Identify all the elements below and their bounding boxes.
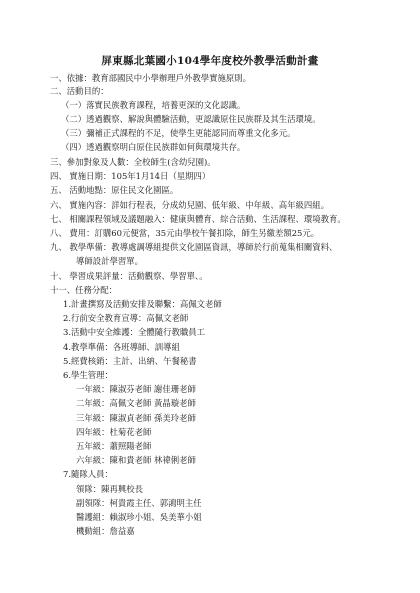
item-content: 六、 實施內容：詳如行程表，分成幼兒園、低年級、中年級、高年級四組。 [50,200,330,210]
item-location: 五、 活動地點：原住民文化園區。 [50,185,179,195]
staff-mobile: 機動組：詹益嘉 [76,526,135,536]
item-assessment: 十、 學習成果評量：活動觀察、學習單、。 [50,271,208,281]
item-curriculum: 七、 相關課程領域及議題融入：健康與體育、綜合活動、生活課程、環境教育。 [50,214,346,224]
objective-2: （二）透過觀察、解說與體驗活動，更認識原住民族群及其生活環境。 [61,114,321,124]
item-objectives-head: 二、活動目的： [50,86,109,96]
staff-medical: 醫護組：賴淑珍小姐、吳美華小姐 [76,512,202,522]
item-basis: 一、依據：教育部國民中小學辦理戶外教學實施原則。 [50,73,251,83]
task-3: 3.活動中安全維護：全體隨行教職員工 [63,327,205,337]
grade-3: 三年級：陳淑貞老師 孫美玲老師 [76,413,196,423]
grade-1: 一年級：陳淑芬老師 謝佳珊老師 [76,384,196,394]
task-1: 1.計畫撰寫及活動安排及聯繫：高佩文老師 [63,299,222,309]
grade-4: 四年級：杜菊花老師 [76,427,152,437]
grade-2: 二年級：高佩文老師 黃晶璇老師 [76,398,196,408]
grade-5: 五年級：蕭照陽老師 [76,441,152,451]
item-cost: 八、 費用：訂購60元便當，35元由學校午餐扣除，師生另繳差額25元。 [50,228,320,238]
item-date: 四、 實施日期：105年1月14日（星期四） [50,171,211,181]
staff-leader: 領隊：陳再興校長 [76,484,143,494]
objective-4: （四）透過觀察明白原住民族群如何與環境共存。 [61,142,246,152]
item-preparation-cont: 導師設計學習單。 [76,256,143,266]
task-6: 6.學生管理： [63,370,113,380]
task-5: 5.經費核銷：主計、出納、午餐秘書 [63,356,197,366]
item-preparation: 九、 教學準備：教導處調導組提供文化園區資訊，導師於行前蒐集相關資料、 [50,242,338,252]
item-participants: 三、參加對象及人數：全校師生(含幼兒園)。 [50,157,216,167]
objective-1: （一）落實民族教育課程，培養更深的文化認識。 [61,100,246,110]
objective-3: （三）彌補正式課程的不足，使學生更能認同而尊重文化多元。 [61,128,296,138]
staff-deputy: 副領隊：柯貴霞主任、郭鴻明主任 [76,498,202,508]
item-tasks-head: 十一、任務分配： [50,285,117,295]
document-title: 屏東縣北葉國小104學年度校外教學活動計畫 [101,55,319,67]
task-7: 7.隨隊人員： [63,469,113,479]
task-4: 4.教學準備：各班導師、訓導組 [63,342,180,352]
grade-6: 六年級：陳和貴老師 林禕俐老師 [76,455,196,465]
task-2: 2.行前安全教育宣導：高佩文老師 [63,313,189,323]
